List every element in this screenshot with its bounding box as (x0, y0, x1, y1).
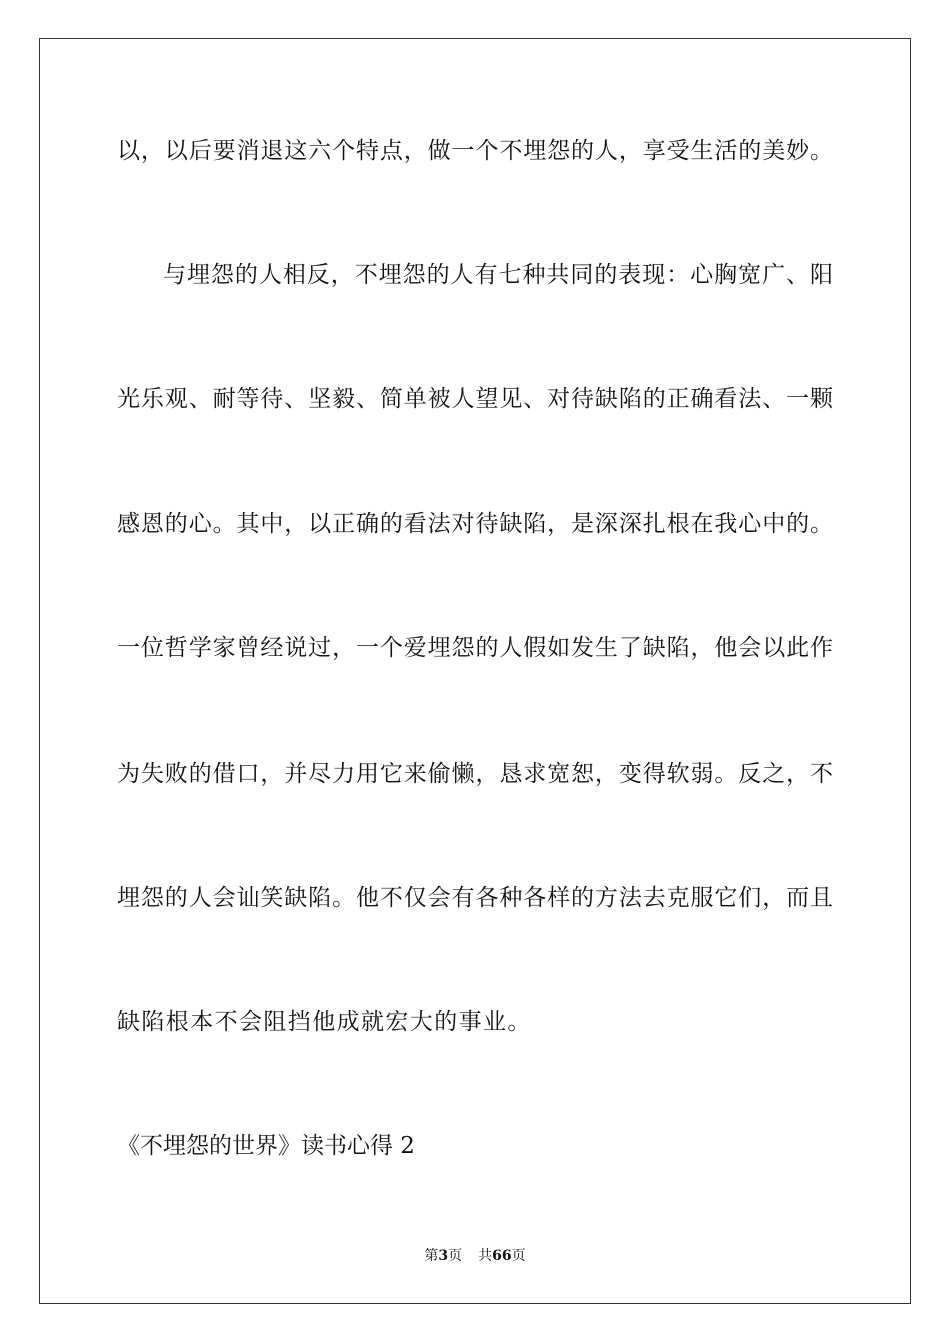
page-border (39, 38, 911, 1304)
body-line-2: 与埋怨的人相反，不埋怨的人有七种共同的表现：心胸宽广、阳 (163, 262, 833, 288)
footer-page-number: 3 (438, 1248, 449, 1264)
footer-page-suffix: 页 (448, 1248, 463, 1264)
body-line-1: 以，以后要消退这六个特点，做一个不埋怨的人，享受生活的美妙。 (117, 138, 833, 164)
body-line-6: 为失败的借口，并尽力用它来偷懒，恳求宽恕，变得软弱。反之，不 (117, 761, 833, 787)
body-line-8: 缺陷根本不会阻挡他成就宏大的事业。 (117, 1009, 532, 1035)
footer-total-suffix: 页 (511, 1248, 526, 1264)
page-footer (0, 1247, 950, 1265)
footer-total-pages: 66 (492, 1248, 512, 1264)
footer-total-prefix: 共 (478, 1248, 493, 1264)
body-line-3: 光乐观、耐等待、坚毅、简单被人望见、对待缺陷的正确看法、一颗 (117, 386, 833, 412)
body-line-7: 埋怨的人会讪笑缺陷。他不仅会有各种各样的方法去克服它们，而且 (117, 885, 833, 911)
footer-page-prefix: 第 (424, 1248, 439, 1264)
section-heading: 《不埋怨的世界》读书心得 2 (117, 1133, 415, 1159)
body-line-4: 感恩的心。其中，以正确的看法对待缺陷，是深深扎根在我心中的。 (117, 511, 833, 537)
body-line-5: 一位哲学家曾经说过，一个爱埋怨的人假如发生了缺陷，他会以此作 (117, 635, 833, 661)
